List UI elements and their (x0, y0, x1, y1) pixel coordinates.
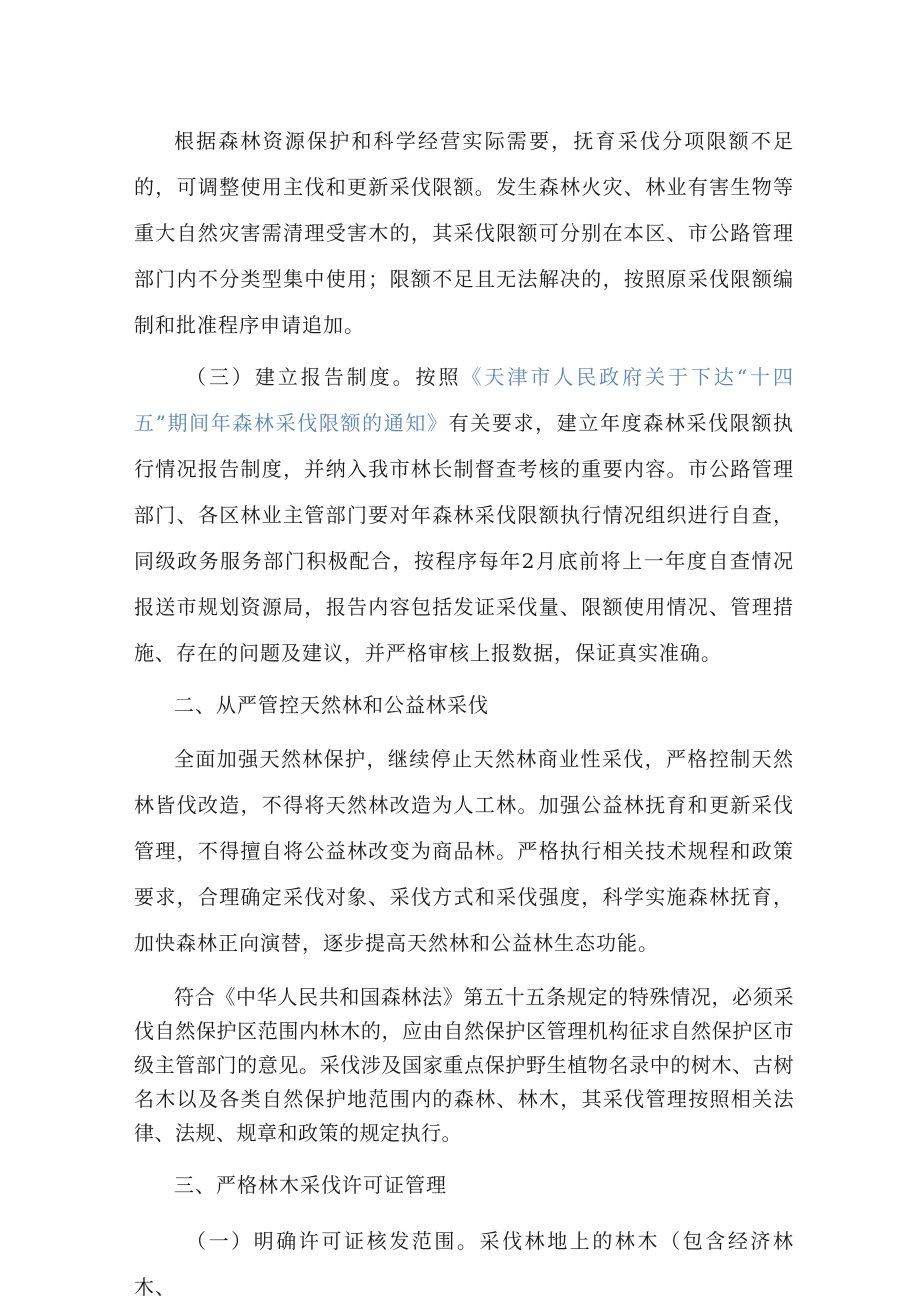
paragraph-natural-forest-protection: 全面加强天然林保护，继续停止天然林商业性采伐，严格控制天然林皆伐改造，不得将天然林改造为人工林。加强公益林抚育和更新采伐管理，不得擅自将公益林改变为商品林。严格执行相关技术规程和政策要求，合理确定采伐对象、采伐方式和采伐强度，科学实施森林抚育，加快森林正向演替，逐步提高天然林和公益林生态功能。 (134, 747, 794, 955)
paragraph-nature-reserve: 符合《中华人民共和国森林法》第五十五条规定的特殊情况，必须采伐自然保护区范围内林木的，应由自然保护区管理机构征求自然保护区市级主管部门的意见。采伐涉及国家重点保护野生植物名录中的树木、古树名木以及各类自然保护地范围内的森林、林木，其采伐管理按照相关法律、法规、规章和政策的规定执行。 (134, 985, 794, 1145)
section-heading-natural-forest: 二、从严管控天然林和公益林采伐 (174, 693, 489, 717)
paragraph-reporting-system (134, 354, 794, 676)
reporting-system-lead: （三）建立报告制度。按照 (186, 365, 462, 389)
reporting-system-body: 有关要求，建立年度森林采伐限额执行情况报告制度，并纳入我市林长制督查考核的重要内容。市公路管理部门、各区林业主管部门要对年森林采伐限额执行情况组织进行自查，同级政务服务部门积极配合，按程序每年2月底前将上一年度自查情况报送市规划资源局，报告内容包括发证采伐量、限额使用情况、管理措施、存在的问题及建议，并严格审核上报数据，保证真实准确。 (134, 411, 794, 665)
paragraph-permit-scope: （一）明确许可证核发范围。采伐林地上的林木（包含经济林木、 (134, 1229, 794, 1299)
document-body (134, 118, 794, 1310)
notice-link[interactable]: 《天津市人民政府关于下达“十四五”期间年森林采伐限额的通知》 (134, 365, 794, 435)
paragraph-quota-adjustment: 根据森林资源保护和科学经营实际需要，抚育采伐分项限额不足的，可调整使用主伐和更新采伐限额。发生森林火灾、林业有害生物等重大自然灾害需清理受害木的，其采伐限额可分别在本区、市公路管理部门内不分类型集中使用；限额不足且无法解决的，按照原采伐限额编制和批准程序申请追加。 (134, 129, 794, 337)
section-heading-permit-management: 三、严格林木采伐许可证管理 (174, 1173, 447, 1197)
